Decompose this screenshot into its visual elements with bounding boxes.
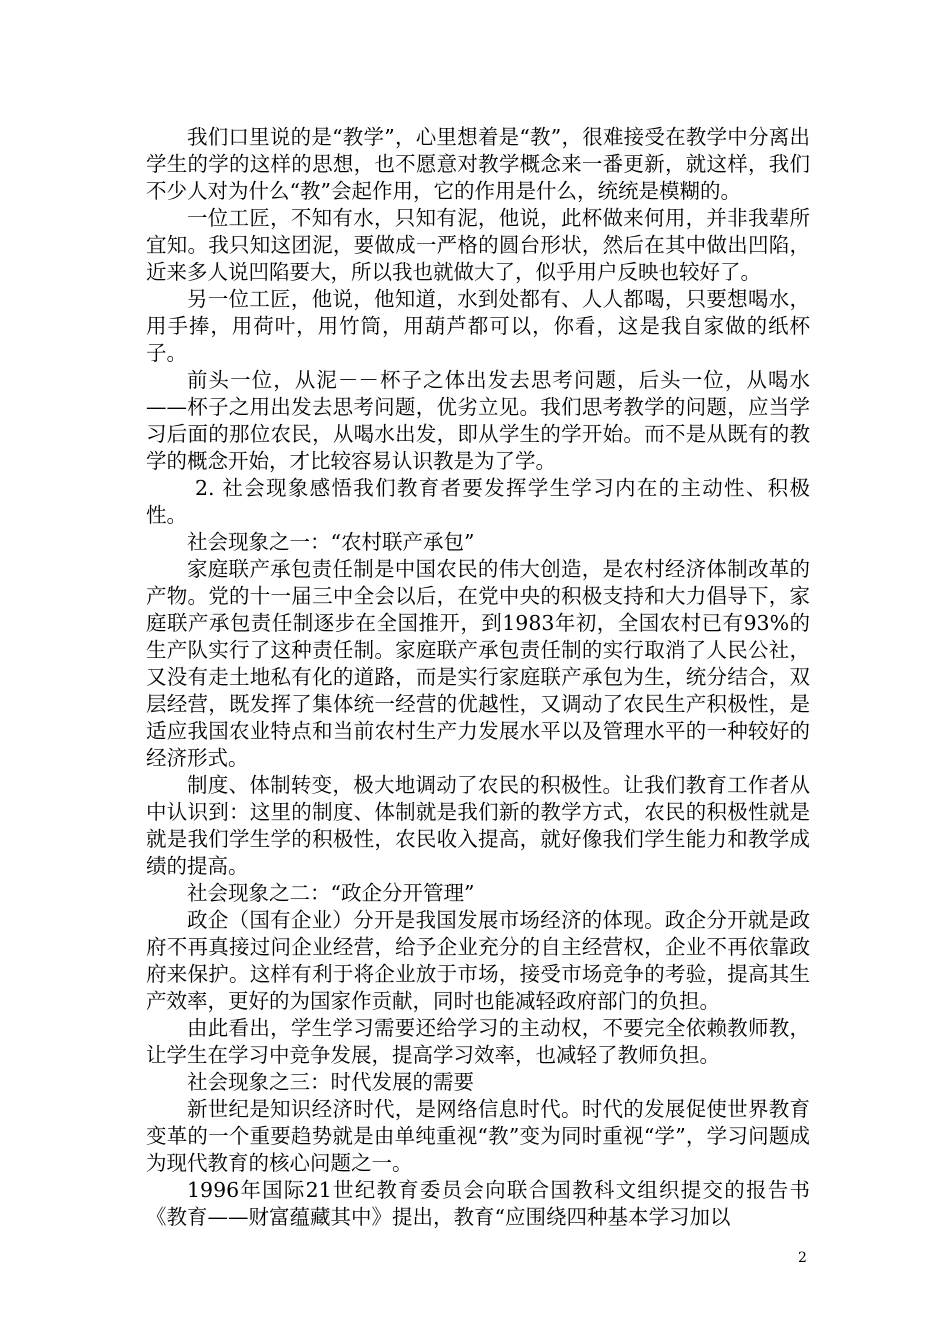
subsection-heading: 社会现象之一：“农村联产承包” xyxy=(187,530,475,554)
paragraph: 新世纪是知识经济时代，是网络信息时代。时代的发展促使世界教育变革的一个重要趋势就是由单纯重视“教”变为同时重视“学”，学习问题成为现代教育的核心问题之一。 xyxy=(146,1097,810,1175)
paragraph: 制度、体制转变，极大地调动了农民的积极性。让我们教育工作者从中认识到：这里的制度、体制就是我们新的教学方式，农民的积极性就是就是我们学生学的积极性，农民收入提高，就好像我们学生能力和教学成绩的提高。 xyxy=(146,773,810,878)
paragraph: 1996年国际21世纪教育委员会向联合国教科文组织提交的报告书《教育——财富蕴藏其中》提出，教育“应围绕四种基本学习加以 xyxy=(146,1178,810,1229)
subsection-heading: 社会现象之二：“政企分开管理” xyxy=(187,881,475,905)
paragraph: 由此看出，学生学习需要还给学习的主动权，不要完全依赖教师教，让学生在学习中竞争发展，提高学习效率，也减轻了教师负担。 xyxy=(146,1016,810,1067)
paragraph: 前头一位，从泥－－杯子之体出发去思考问题，后头一位，从喝水——杯子之用出发去思考问题，优劣立见。我们思考教学的问题，应当学习后面的那位农民，从喝水出发，即从学生的学开始。而不是从既有的教学的概念开始，才比较容易认识教是为了学。 xyxy=(146,368,810,473)
document-body xyxy=(146,124,810,1231)
paragraph: 家庭联产承包责任制是中国农民的伟大创造，是农村经济体制改革的产物。党的十一届三中全会以后，在党中央的积极支持和大力倡导下，家庭联产承包责任制逐步在全国推开，到1983年初，全国农村已有93%的生产队实行了这种责任制。家庭联产承包责任制的实行取消了人民公社，又没有走土地私有化的道路，而是实行家庭联产承包为生，统分结合，双层经营，既发挥了集体统一经营的优越性，又调动了农民生产积极性，是适应我国农业特点和当前农村生产力发展水平以及管理水平的一种较好的经济形式。 xyxy=(146,557,810,770)
section-heading: 2. 社会现象感悟我们教育者要发挥学生学习内在的主动性、积极性。 xyxy=(146,476,810,527)
paragraph: 另一位工匠，他说，他知道，水到处都有、人人都喝，只要想喝水，用手捧，用荷叶，用竹筒，用葫芦都可以，你看，这是我自家做的纸杯子。 xyxy=(146,287,810,365)
subsection-heading: 社会现象之三：时代发展的需要 xyxy=(187,1070,474,1094)
paragraph: 我们口里说的是“教学”，心里想着是“教”，很难接受在教学中分离出学生的学的这样的思想，也不愿意对教学概念来一番更新，就这样，我们不少人对为什么“教”会起作用，它的作用是什么，统统是模糊的。 xyxy=(146,125,810,203)
paragraph: 政企（国有企业）分开是我国发展市场经济的体现。政企分开就是政府不再真接过问企业经营，给予企业充分的自主经营权，企业不再依靠政府来保护。这样有利于将企业放于市场，接受市场竞争的考验，提高其生产效率，更好的为国家作贡献，同时也能减轻政府部门的负担。 xyxy=(146,908,810,1013)
page-number: 2 xyxy=(798,1250,807,1266)
paragraph: 一位工匠，不知有水，只知有泥，他说，此杯做来何用，并非我辈所宜知。我只知这团泥，要做成一严格的圆台形状，然后在其中做出凹陷，近来多人说凹陷要大，所以我也就做大了，似乎用户反映也较好了。 xyxy=(146,206,810,284)
